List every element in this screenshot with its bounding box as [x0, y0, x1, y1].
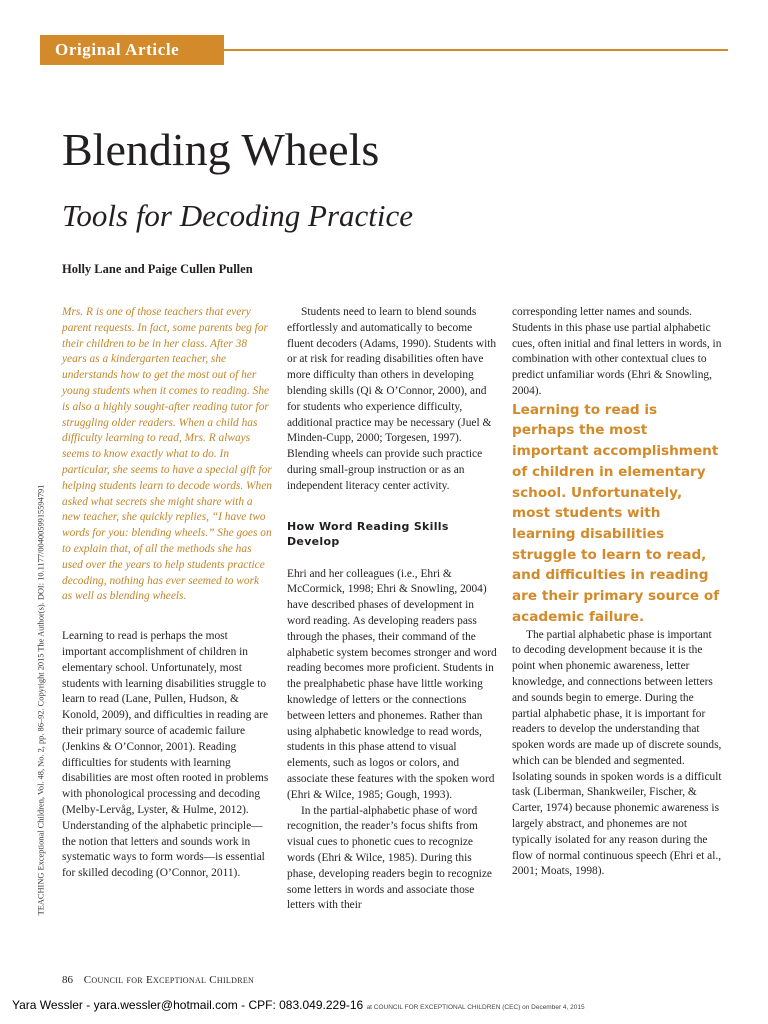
side-citation — [33, 450, 49, 950]
column-3 — [512, 305, 722, 880]
section-label: Original Article — [40, 35, 224, 65]
column-2 — [287, 305, 497, 914]
article-subtitle: Tools for Decoding Practice — [62, 198, 414, 233]
page-footer — [62, 974, 254, 986]
article-authors: Holly Lane and Paige Cullen Pullen — [62, 262, 253, 276]
body-paragraph: Learning to read is perhaps the most important accomplishment of children in elementary school. Unfortunately, most students with learning disabilities struggle to learn to read (Lane, Pullen, Hudson, & Konold, 2009), and difficulties in reading are their primary source of academic failure (Jenkins & O’Connor, 2001). Reading difficulties for students with learning disabilities are most often rooted in problems with phonological processing and decoding (Melby-Lervåg, Lyster, & Hulme, 2012). Understanding of the alphabetic principle—the notion that letters and sounds work in systematic ways to form words—is essential for skilled decoding (O’Connor, 2011). — [62, 630, 269, 880]
body-paragraph: Ehri and her colleagues (i.e., Ehri & McCormick, 1998; Ehri & Snowling, 2004) have described phases of development in word reading. As developing readers pass through the phases, their command of the alphabetic system becomes stronger and word reading becomes more proficient. Students in the prealphabetic phase have little working knowledge of letters or the connections between letters and phonemes. Rather than using alphabetic knowledge to read words, students in this phase attend to visual elements, such as logos or colors, and associate these features with the spoken word (Ehri & Wilce, 1985; Gough, 1993). — [287, 567, 497, 801]
side-citation-text: TEACHING Exceptional Children, Vol. 48, No. 2, pp. 86–92. Copyright 2015 The Author(s). DOI: 10.1177/0040059915594791 — [36, 484, 46, 916]
download-watermark-main: Yara Wessler - yara.wessler@hotmail.com - CPF: 083.049.229-16 — [12, 998, 364, 1012]
section-heading: How Word Reading Skills Develop — [287, 519, 449, 548]
pull-quote: Learning to read is perhaps the most important accomplishment of children in elementary school. Unfortunately, most students with learning disabilities struggle to learn to read, and difficulties in reading are their primary source of academic failure. — [512, 401, 720, 625]
header-rule — [224, 49, 728, 51]
page-number: 86 — [62, 974, 73, 986]
body-paragraph: In the partial-alphabetic phase of word recognition, the reader’s focus shifts from visual cues to phonetic cues to recognize words (Ehri & Wilce, 1985). During this phase, developing readers begin to recognize some letters in words and associate those letters with their — [287, 804, 492, 912]
body-paragraph: Students need to learn to blend sounds effortlessly and automatically to become fluent decoders (Adams, 1990). Students with or at risk for reading disabilities often have more difficulty than others in developing blending skills (Qi & O’Connor, 2000), and for students who experience difficulty, additional practice may be necessary (Juel & Minden-Cupp, 2000; Torgesen, 1997). Blending wheels can provide such practice during small-group instruction or as an independent literacy center activity. — [287, 306, 497, 492]
download-watermark-detail: at COUNCIL FOR EXCEPTIONAL CHILDREN (CEC) on December 4, 2015 — [366, 1004, 585, 1011]
download-watermark — [12, 998, 585, 1012]
body-paragraph: The partial alphabetic phase is important to decoding development because it is the point when phonemic awareness, letter knowledge, and connections between letters and sounds begin to emerge. During the partial alphabetic phase, it is important for readers to develop the understanding that spoken words are made up of discrete sounds, which can be blended and segmented. Isolating sounds in spoken words is a difficult task (Liberman, Shankweiler, Fischer, & Carter, 1974) because phonemic awareness is largely abstract, and phonemes are not typically isolated for any reason during the flow of normal continuous speech (Ehri et al., 2001; Moats, 1998). — [512, 628, 722, 878]
body-paragraph: corresponding letter names and sounds. Students in this phase use partial alphabetic cues, often initial and final letters in words, in combination with other contextual clues to predict unfamiliar words (Ehri & Snowling, 2004). — [512, 306, 722, 397]
journal-name: Council for Exceptional Children — [83, 974, 255, 986]
column-1 — [62, 305, 272, 882]
article-title: Blending Wheels — [62, 124, 380, 175]
intro-paragraph: Mrs. R is one of those teachers that every parent requests. In fact, some parents beg for their children to be in her class. After 38 years as a kindergarten teacher, she understands how to get the most out of her young students when it comes to reading. She is also a highly sought-after reading tutor for struggling older readers. When a child has difficulty learning to read, Mrs. R always seems to know exactly what to do. In particular, she seems to have a special gift for helping students learn to decode words. When asked what secrets she might share with a new teacher, she quickly replies, “I have two words for you: blending wheels.” She goes on to explain that, of all the methods she has used over the years to help students practice decoding, nothing has ever seemed to work as well as blending wheels. — [62, 306, 272, 603]
